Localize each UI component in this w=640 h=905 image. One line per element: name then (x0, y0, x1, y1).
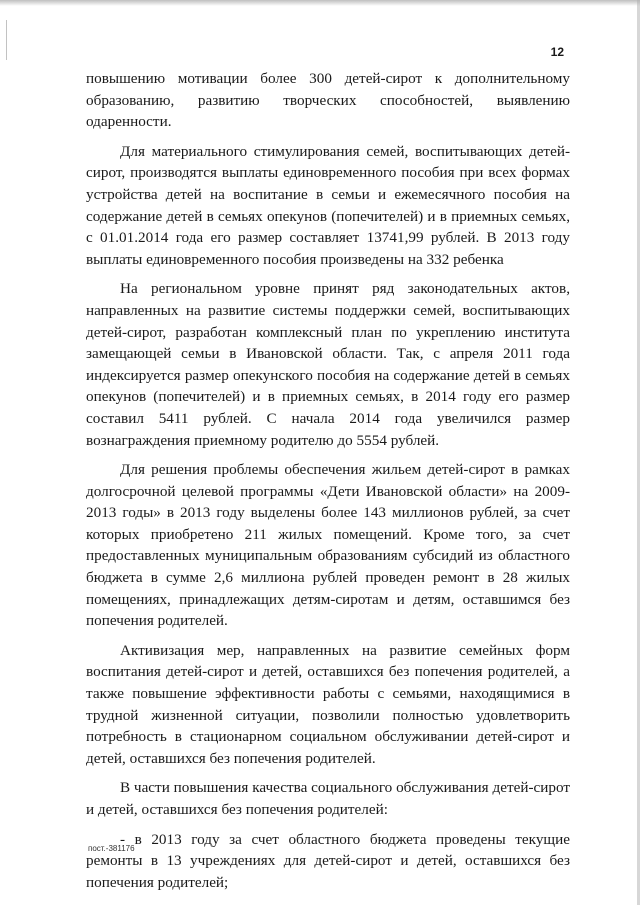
paragraph-regional-acts: На региональном уровне принят ряд законодательных актов, направленных на развитие системы поддержки семей, воспитывающих детей-сирот, разработан комплексный план по укреплению института замещающей семьи в Ивановской области. Так, с апреля 2011 года индексируется размер опекунского пособия на содержание детей в семьях опекунов (попечителей) и в приемных семьях, в 2014 году его размер составил 5411 рублей. С начала 2014 года увеличился размер вознаграждения приемному родителю до 5554 рублей. (86, 280, 570, 449)
scan-edge-left (6, 20, 7, 60)
scan-edge-top (0, 0, 640, 6)
paragraph-activation: Активизация мер, направленных на развитие семейных форм воспитания детей-сирот и детей, оставшихся без попечения родителей, а также повышение эффективности работы с семьями, находящимися в трудной жизненной ситуации, позволили полностью удовлетворить потребность в стационарном социальном обслуживании детей-сирот и детей, оставшихся без попечения родителей. (86, 641, 570, 767)
paragraph-material-support: Для материального стимулирования семей, воспитывающих детей-сирот, производятся выплаты единовременного пособия при всех формах устройства детей на воспитание в семьи и ежемесячного пособия на содержание детей в семьях опекунов (попечителей) и в приемных семьях, с 01.01.2014 года его размер составляет 13741,99 рублей. В 2013 году выплаты единовременного пособия произведены на 332 ребенка (86, 142, 570, 268)
document-body (86, 68, 570, 901)
paragraph-quality: В части повышения качества социального обслуживания детей-сирот и детей, оставшихся без попечения родителей: (86, 779, 570, 818)
footer-code: пост.-381176 (88, 844, 135, 853)
page-number: 12 (550, 45, 564, 59)
paragraph-continuation: повышению мотивации более 300 детей-сирот к дополнительному образованию, развитию творческих способностей, выявлению одаренности. (86, 70, 570, 131)
list-item-repairs: - в 2013 году за счет областного бюджета проведены текущие ремонты в 13 учреждениях для детей-сирот и детей, оставшихся без попечения родителей; (86, 830, 570, 891)
paragraph-housing: Для решения проблемы обеспечения жильем детей-сирот в рамках долгосрочной целевой программы «Дети Ивановской области» на 2009-2013 годы» в 2013 году выделены более 143 миллионов рублей, за счет которых приобретено 211 жилых помещений. Кроме того, за счет предоставленных муниципальным образованиям субсидий из областного бюджета в сумме 2,6 миллиона рублей проведен ремонт в 28 жилых помещениях, принадлежащих детям-сиротам и детям, оставшимся без попечения родителей. (86, 461, 570, 630)
